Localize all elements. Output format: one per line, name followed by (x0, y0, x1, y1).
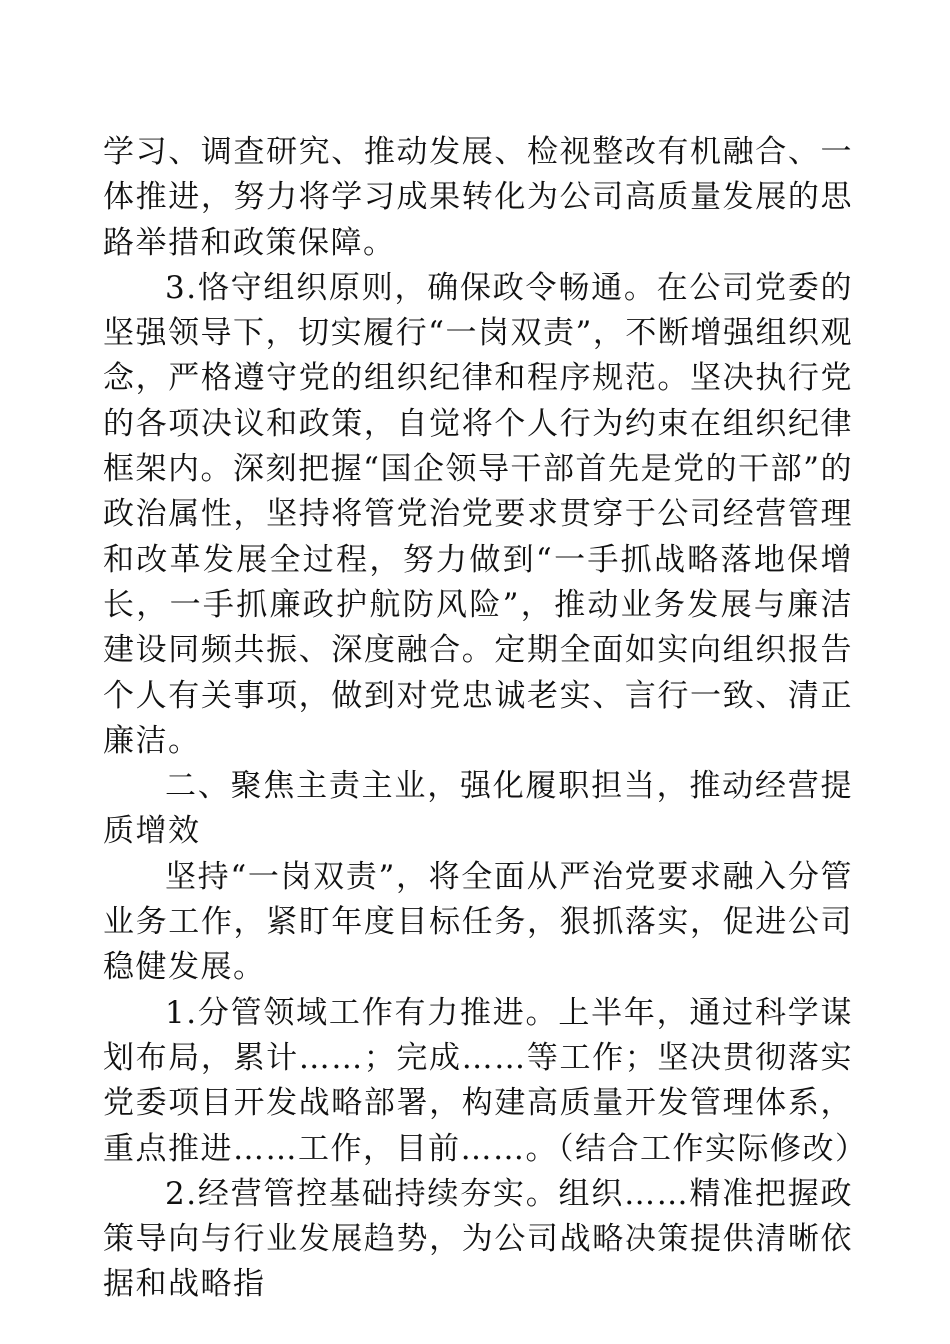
section-heading-2: 二、聚焦主责主业，强化履职担当，推动经营提质增效 (103, 768, 853, 850)
paragraph-continuation: 学习、调查研究、推动发展、检视整改有机融合、一体推进，努力将学习成果转化为公司高质量发展的思路举措和政策保障。 (103, 134, 853, 261)
paragraph-point-2: 2.经营管控基础持续夯实。组织……精准把握政策导向与行业发展趋势，为公司战略决策提供清晰依据和战略指 (103, 1175, 853, 1303)
paragraph-point-1: 1.分管领域工作有力推进。上半年，通过科学谋划布局，累计……；完成……等工作；坚决贯彻落实党委项目开发战略部署，构建高质量开发管理体系，重点推进……工作，目前……。（结合工作实际修改） (103, 994, 868, 1167)
document-body (103, 130, 868, 1308)
paragraph-section-2-intro: 坚持“一岗双责”，将全面从严治党要求融入分管业务工作，紧盯年度目标任务，狠抓落实，促进公司稳健发展。 (103, 858, 853, 986)
paragraph-point-3: 3.恪守组织原则，确保政令畅通。在公司党委的坚强领导下，切实履行“一岗双责”，不断增强组织观念，严格遵守党的组织纪律和程序规范。坚决执行党的各项决议和政策，自觉将个人行为约束在组织纪律框架内。深刻把握“国企领导干部首先是党的干部”的政治属性，坚持将管党治党要求贯穿于公司经营管理和改革发展全过程，努力做到“一手抓战略落地保增长，一手抓廉政护航防风险”，推动业务发展与廉洁建设同频共振、深度融合。定期全面如实向组织报告个人有关事项，做到对党忠诚老实、言行一致、清正廉洁。 (103, 269, 853, 759)
